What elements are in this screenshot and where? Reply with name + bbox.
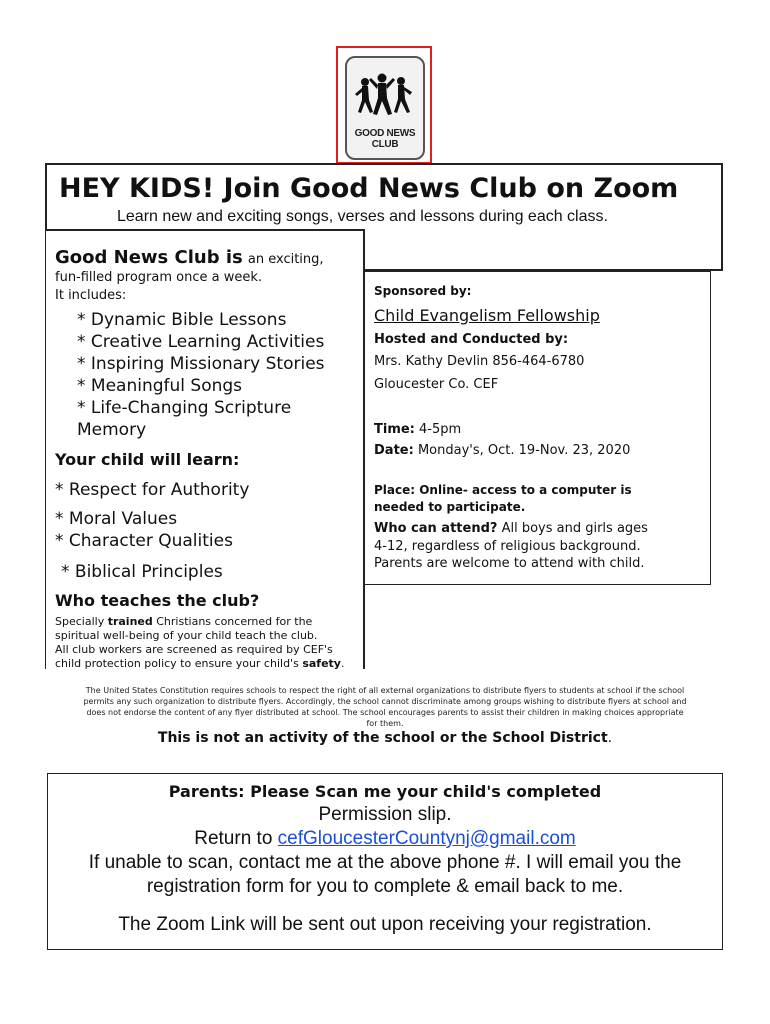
include-item: * Life-Changing Scripture	[77, 398, 292, 418]
intro-line-2: fun-filled program once a week.	[55, 270, 263, 285]
hosted-label: Hosted and Conducted by:	[374, 332, 569, 347]
learn-heading: Your child will learn:	[55, 450, 240, 469]
page-subtitle: Learn new and exciting songs, verses and lessons during each class.	[117, 208, 608, 225]
parents-instructions-box	[47, 773, 723, 950]
teachers-line: All club workers are screened as required by CEF's	[55, 643, 333, 656]
parents-line: If unable to scan, contact me at the above phone #. I will email you the	[88, 852, 682, 873]
who-line: 4-12, regardless of religious background.	[374, 539, 641, 554]
parents-line: The Zoom Link will be sent out upon receiving your registration.	[118, 914, 652, 935]
learn-item: * Biblical Principles	[61, 562, 223, 582]
who-line: Parents are welcome to attend with child.	[374, 556, 645, 571]
place-line: needed to participate.	[374, 500, 526, 514]
good-news-club-logo	[345, 56, 425, 160]
teachers-line: Specially trained Christians concerned for the	[55, 615, 313, 628]
teachers-heading: Who teaches the club?	[55, 591, 260, 610]
host-org: Gloucester Co. CEF	[374, 377, 499, 392]
teachers-line: spiritual well-being of your child teach the club.	[55, 629, 318, 642]
page-title: HEY KIDS! Join Good News Club on Zoom	[59, 173, 679, 204]
who-line: Who can attend? All boys and girls ages	[374, 521, 648, 536]
logo-frame	[336, 46, 432, 164]
parents-line: registration form for you to complete & email back to me.	[146, 876, 624, 897]
place-line: Place: Online- access to a computer is	[374, 483, 632, 497]
details-box	[365, 271, 711, 585]
host-contact: Mrs. Kathy Devlin 856-464-6780	[374, 354, 585, 369]
sponsored-label: Sponsored by:	[374, 284, 472, 298]
include-item: * Inspiring Missionary Stories	[77, 354, 325, 374]
time-line: Time: 4-5pm	[374, 422, 462, 437]
parents-line: Permission slip.	[318, 804, 452, 825]
learn-item: * Character Qualities	[55, 531, 233, 551]
include-item: * Creative Learning Activities	[77, 332, 325, 352]
learn-item: * Respect for Authority	[55, 480, 250, 500]
include-item: * Dynamic Bible Lessons	[77, 310, 287, 330]
intro-line-3: It includes:	[55, 288, 127, 303]
parents-heading: Parents: Please Scan me your child's completed	[168, 782, 602, 801]
parents-return-line: Return to cefGloucesterCountynj@gmail.com	[194, 828, 576, 849]
running-kids-icon	[353, 68, 417, 126]
include-item: Memory	[77, 420, 147, 440]
logo-text: GOOD NEWS CLUB	[354, 128, 416, 150]
include-item: * Meaningful Songs	[77, 376, 243, 396]
intro-line: Good News Club is an exciting,	[55, 247, 324, 268]
learn-item: * Moral Values	[55, 509, 178, 529]
date-line: Date: Monday's, Oct. 19-Nov. 23, 2020	[374, 443, 631, 458]
legal-disclaimer: The United States Constitution requires schools to respect the right of all external organizations to distribute flyers to students at school if the school permits any such organization to distribute flyers. Accordingly, the school cannot discriminate among groups wishing to distribute flyers at school and does not endorse the content of any flyer distributed at school. The school encourages parents to assist their children in making choices appropriate for them.	[83, 686, 687, 728]
school-notice: This is not an activity of the school or the School District.	[157, 730, 613, 746]
teachers-line: child protection policy to ensure your child's safety.	[55, 657, 345, 670]
email-link[interactable]: cefGloucesterCountynj@gmail.com	[277, 828, 576, 849]
program-info-box	[45, 229, 365, 669]
sponsor-link[interactable]: Child Evangelism Fellowship	[374, 306, 600, 325]
